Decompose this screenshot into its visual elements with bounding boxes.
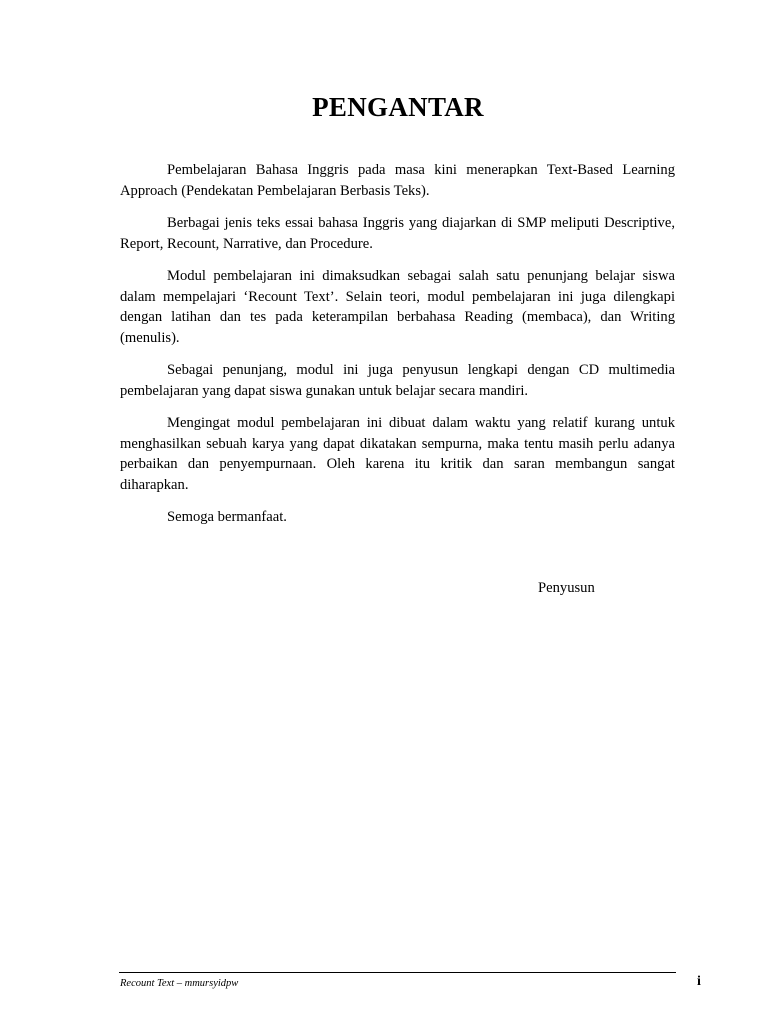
- paragraph-5: Mengingat modul pembelajaran ini dibuat dalam waktu yang relatif kurang untuk menghasilkan sebuah karya yang dapat dikatakan sempurna, maka tentu masih perlu adanya perbaikan dan penyempurnaan. Oleh karena itu kritik dan saran membangun sangat diharapkan.: [120, 415, 675, 493]
- body-text: [120, 160, 675, 540]
- page-title: PENGANTAR: [312, 92, 484, 122]
- paragraph-1: Pembelajaran Bahasa Inggris pada masa kini menerapkan Text-Based Learning Approach (Pendekatan Pembelajaran Berbasis Teks).: [120, 162, 675, 199]
- paragraph-2: Berbagai jenis teks essai bahasa Inggris yang diajarkan di SMP meliputi Descriptive, Report, Recount, Narrative, dan Procedure.: [120, 215, 675, 252]
- signer-name: Penyusun: [538, 580, 595, 596]
- footer-divider: [119, 972, 676, 973]
- footer-text: Recount Text – mmursyidpw: [120, 978, 239, 989]
- paragraph-3: Modul pembelajaran ini dimaksudkan sebagai salah satu penunjang belajar siswa dalam mempelajari ‘Recount Text’. Selain teori, modul pembelajaran ini juga dilengkapi dengan latihan dan tes pada keterampilan berbahasa Reading (membaca), dan Writing (menulis).: [120, 268, 675, 346]
- page-number: i: [697, 974, 701, 989]
- paragraph-6: Semoga bermanfaat.: [167, 509, 287, 525]
- paragraph-4: Sebagai penunjang, modul ini juga penyusun lengkapi dengan CD multimedia pembelajaran yang dapat siswa gunakan untuk belajar secara mandiri.: [120, 362, 675, 399]
